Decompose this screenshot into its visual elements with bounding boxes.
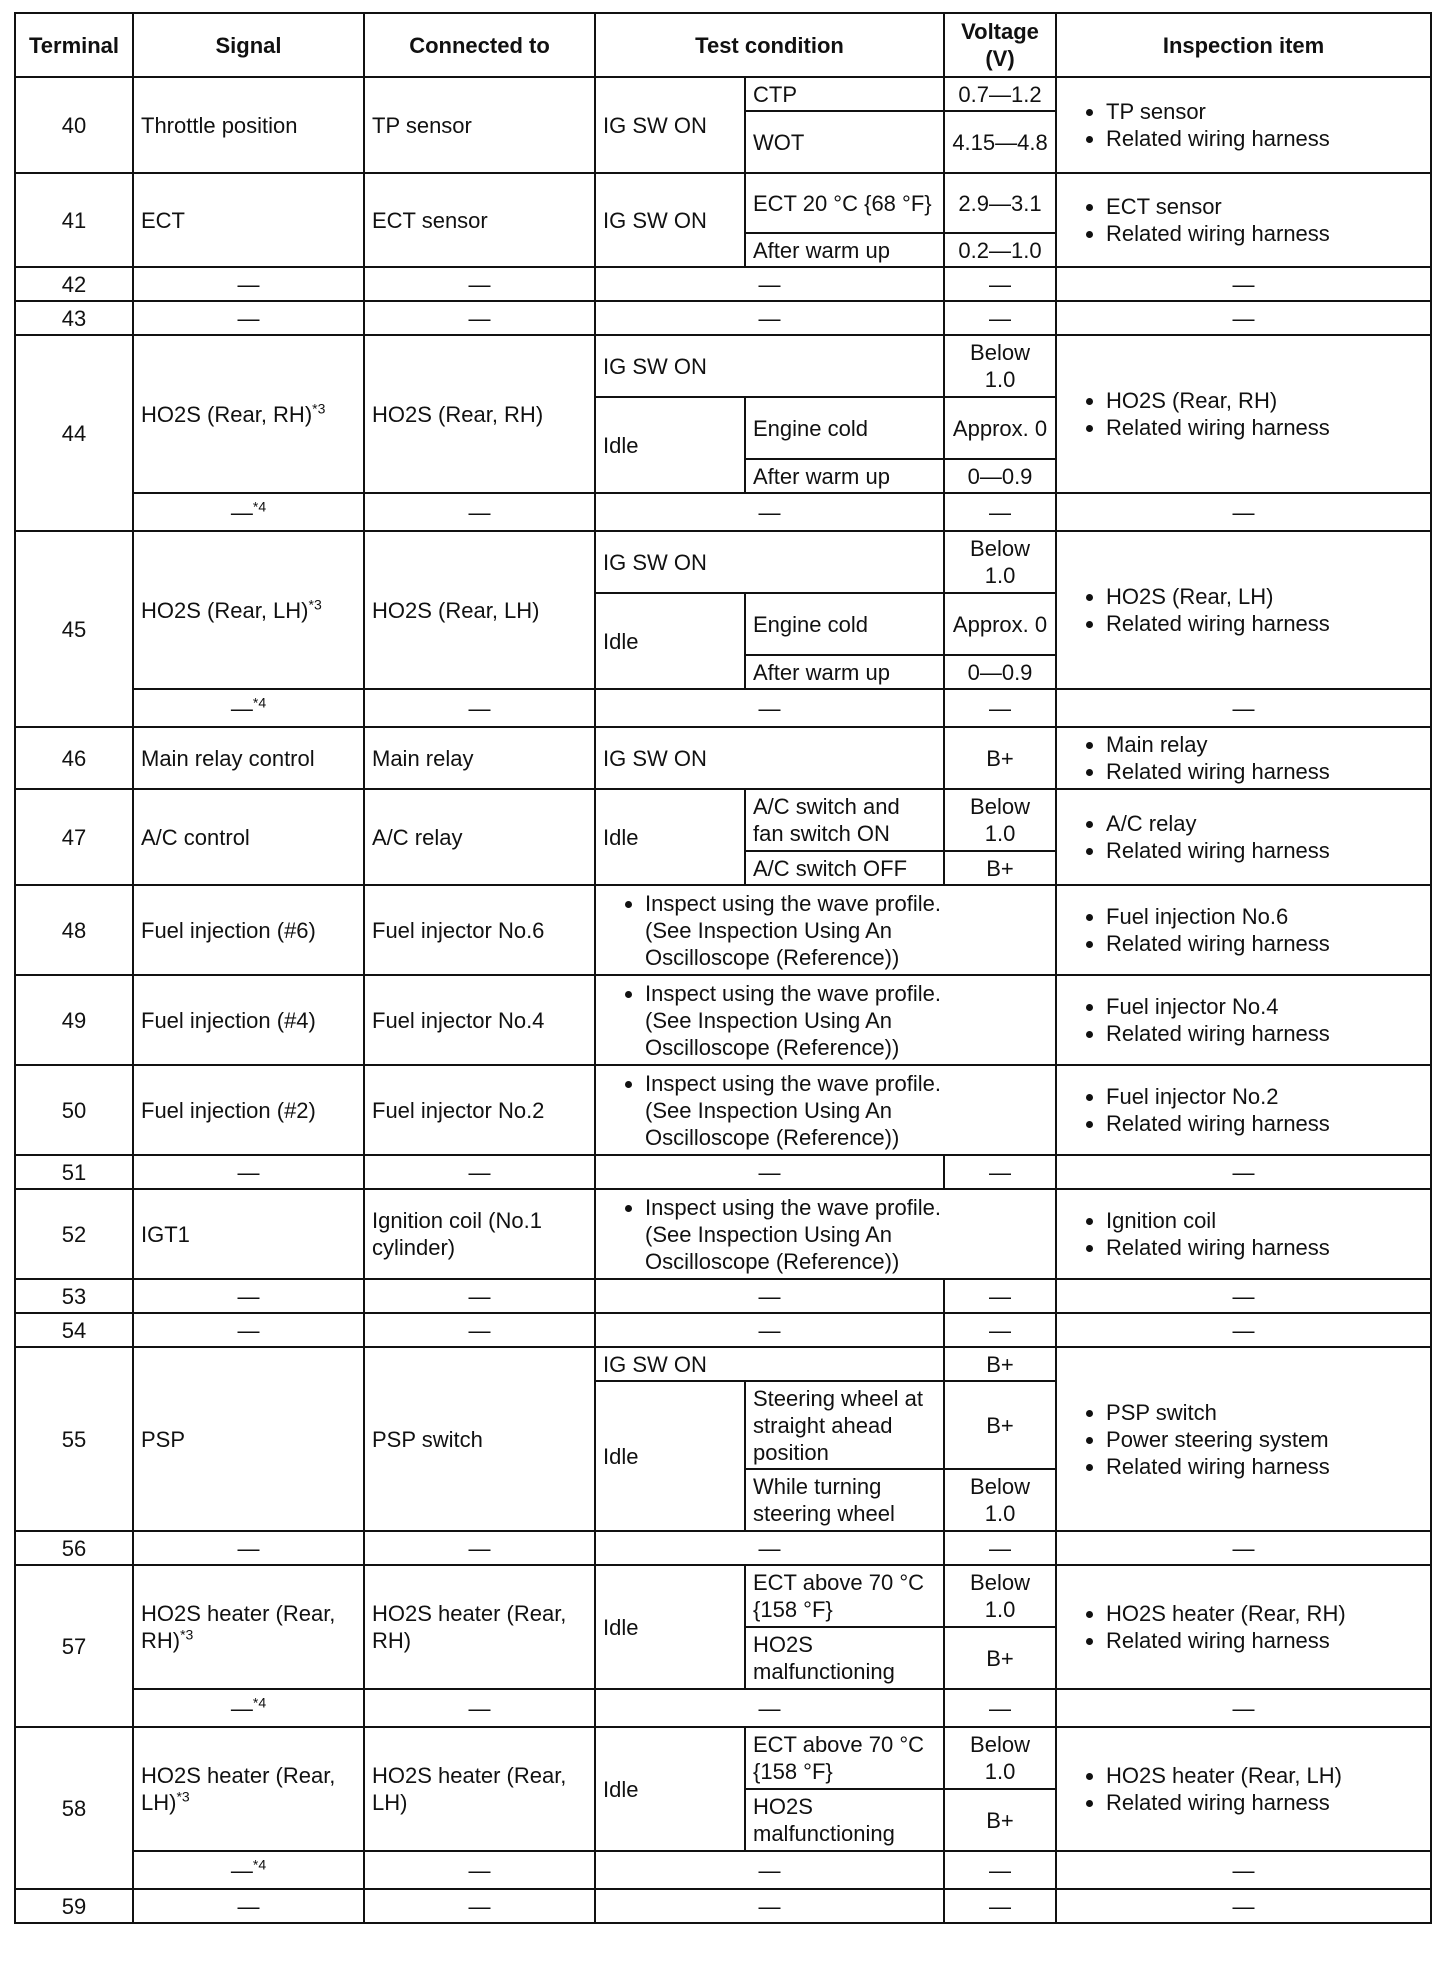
inspection-item: • A/C relay bbox=[1106, 810, 1423, 837]
voltage-cell: B+ bbox=[944, 1627, 1056, 1689]
signal-cell: — bbox=[133, 1313, 364, 1347]
voltage-cell: B+ bbox=[944, 727, 1056, 789]
inspection-item: • Fuel injector No.4 bbox=[1106, 993, 1423, 1020]
test-condition-cell: Idle bbox=[595, 1381, 745, 1531]
signal-text: HO2S (Rear, RH) bbox=[141, 401, 313, 427]
test-subcondition-cell: CTP bbox=[745, 77, 944, 111]
test-condition-cell: IG SW ON bbox=[595, 727, 944, 789]
voltage-cell: B+ bbox=[944, 1347, 1056, 1381]
terminal-voltage-table bbox=[14, 12, 1432, 1924]
test-subcondition-cell: While turning steering wheel bbox=[745, 1469, 944, 1531]
test-subcondition-cell: A/C switch and fan switch ON bbox=[745, 789, 944, 851]
table-row bbox=[15, 77, 1431, 111]
test-subcondition-cell: Engine cold bbox=[745, 397, 944, 459]
signal-cell: — bbox=[133, 301, 364, 335]
wave-profile-note bbox=[645, 1194, 1048, 1275]
inspection-item-cell: — bbox=[1056, 1155, 1431, 1189]
inspection-item-cell bbox=[1056, 335, 1431, 493]
inspection-item: • Related wiring harness bbox=[1106, 758, 1423, 785]
inspection-item-cell: — bbox=[1056, 1689, 1431, 1727]
test-condition-cell: — bbox=[595, 1279, 944, 1313]
wave-line-1: Inspect using the wave profile. bbox=[645, 980, 941, 1006]
connected-to-cell: Fuel injector No.4 bbox=[364, 975, 595, 1065]
footnote-marker: *3 bbox=[176, 1788, 190, 1805]
inspection-item: • Related wiring harness bbox=[1106, 1234, 1423, 1261]
wave-profile-note bbox=[645, 890, 1048, 971]
inspection-item: • Related wiring harness bbox=[1106, 1110, 1423, 1137]
test-condition-cell: — bbox=[595, 1889, 944, 1923]
test-condition-cell bbox=[595, 975, 1056, 1065]
test-condition-cell bbox=[595, 1189, 1056, 1279]
connected-to-cell: ECT sensor bbox=[364, 173, 595, 267]
header-terminal: Terminal bbox=[15, 13, 133, 77]
voltage-cell: B+ bbox=[944, 1381, 1056, 1469]
header-voltage: Voltage (V) bbox=[944, 13, 1056, 77]
inspection-item: • HO2S heater (Rear, LH) bbox=[1106, 1762, 1423, 1789]
signal-cell: Main relay control bbox=[133, 727, 364, 789]
signal-cell: A/C control bbox=[133, 789, 364, 885]
inspection-item-cell bbox=[1056, 885, 1431, 975]
signal-cell bbox=[133, 1689, 364, 1727]
footnote-marker: *3 bbox=[312, 400, 326, 417]
test-condition-cell: — bbox=[595, 267, 944, 301]
voltage-cell: B+ bbox=[944, 1789, 1056, 1851]
wave-line-2: (See Inspection Using An bbox=[645, 1097, 893, 1123]
table-row bbox=[15, 531, 1431, 593]
wave-profile-note bbox=[645, 1070, 1048, 1151]
inspection-item-cell: — bbox=[1056, 1313, 1431, 1347]
test-condition-cell: — bbox=[595, 1851, 944, 1889]
voltage-cell: Below 1.0 bbox=[944, 1469, 1056, 1531]
inspection-item-cell bbox=[1056, 1189, 1431, 1279]
voltage-cell: Below 1.0 bbox=[944, 789, 1056, 851]
voltage-cell: 2.9—3.1 bbox=[944, 173, 1056, 233]
inspection-item-cell bbox=[1056, 531, 1431, 689]
table-row bbox=[15, 1279, 1431, 1313]
inspection-item: • Related wiring harness bbox=[1106, 610, 1423, 637]
test-condition-cell: — bbox=[595, 1689, 944, 1727]
inspection-item-cell bbox=[1056, 789, 1431, 885]
test-condition-cell: Idle bbox=[595, 593, 745, 689]
table-row bbox=[15, 1689, 1431, 1727]
test-condition-cell: Idle bbox=[595, 789, 745, 885]
voltage-cell: — bbox=[944, 1889, 1056, 1923]
inspection-item-cell: — bbox=[1056, 1851, 1431, 1889]
terminal-number: 46 bbox=[15, 727, 133, 789]
connected-to-cell: — bbox=[364, 1889, 595, 1923]
test-condition-cell: — bbox=[595, 1531, 944, 1565]
inspection-item-cell: — bbox=[1056, 689, 1431, 727]
inspection-item-cell bbox=[1056, 1347, 1431, 1531]
test-subcondition-cell: ECT above 70 °C {158 °F} bbox=[745, 1565, 944, 1627]
test-condition-cell: IG SW ON bbox=[595, 173, 745, 267]
table-row bbox=[15, 173, 1431, 233]
voltage-cell: — bbox=[944, 267, 1056, 301]
wave-line-3: Oscilloscope (Reference)) bbox=[645, 1124, 900, 1150]
voltage-cell: — bbox=[944, 1851, 1056, 1889]
dash-text: — bbox=[230, 1857, 253, 1883]
table-row bbox=[15, 1565, 1431, 1627]
dash-text: — bbox=[230, 499, 253, 525]
voltage-cell: — bbox=[944, 1155, 1056, 1189]
inspection-item: • Related wiring harness bbox=[1106, 837, 1423, 864]
wave-line-3: Oscilloscope (Reference)) bbox=[645, 1034, 900, 1060]
table-row bbox=[15, 789, 1431, 851]
signal-cell: Fuel injection (#2) bbox=[133, 1065, 364, 1155]
connected-to-cell: — bbox=[364, 1279, 595, 1313]
table-row bbox=[15, 301, 1431, 335]
signal-text: HO2S heater (Rear, RH) bbox=[141, 1601, 336, 1653]
wave-profile-note bbox=[645, 980, 1048, 1061]
test-condition-cell: — bbox=[595, 301, 944, 335]
test-condition-cell bbox=[595, 1065, 1056, 1155]
connected-to-cell: — bbox=[364, 689, 595, 727]
test-subcondition-cell: After warm up bbox=[745, 459, 944, 493]
inspection-item: • ECT sensor bbox=[1106, 193, 1423, 220]
table-row bbox=[15, 727, 1431, 789]
signal-cell bbox=[133, 1851, 364, 1889]
inspection-item: • HO2S (Rear, LH) bbox=[1106, 583, 1423, 610]
terminal-number: 51 bbox=[15, 1155, 133, 1189]
footnote-marker: *3 bbox=[180, 1626, 194, 1643]
signal-cell: ECT bbox=[133, 173, 364, 267]
terminal-number: 47 bbox=[15, 789, 133, 885]
connected-to-cell: — bbox=[364, 1689, 595, 1727]
signal-text: HO2S (Rear, LH) bbox=[141, 597, 309, 623]
terminal-number: 55 bbox=[15, 1347, 133, 1531]
table-row bbox=[15, 1347, 1431, 1381]
test-condition-cell: Idle bbox=[595, 1565, 745, 1689]
test-condition-cell: IG SW ON bbox=[595, 531, 944, 593]
connected-to-cell: — bbox=[364, 1851, 595, 1889]
connected-to-cell: — bbox=[364, 1531, 595, 1565]
terminal-number: 45 bbox=[15, 531, 133, 727]
test-subcondition-cell: After warm up bbox=[745, 655, 944, 689]
table-row bbox=[15, 493, 1431, 531]
connected-to-cell: HO2S (Rear, LH) bbox=[364, 531, 595, 689]
table-row bbox=[15, 975, 1431, 1065]
signal-cell: IGT1 bbox=[133, 1189, 364, 1279]
connected-to-cell: Ignition coil (No.1 cylinder) bbox=[364, 1189, 595, 1279]
footnote-marker: *4 bbox=[252, 1856, 267, 1873]
test-condition-cell: — bbox=[595, 1313, 944, 1347]
terminal-number: 48 bbox=[15, 885, 133, 975]
voltage-cell: — bbox=[944, 493, 1056, 531]
table-row bbox=[15, 267, 1431, 301]
voltage-cell: 0.2—1.0 bbox=[944, 233, 1056, 267]
terminal-number: 53 bbox=[15, 1279, 133, 1313]
signal-cell: — bbox=[133, 267, 364, 301]
test-subcondition-cell: Engine cold bbox=[745, 593, 944, 655]
terminal-number: 41 bbox=[15, 173, 133, 267]
signal-cell bbox=[133, 531, 364, 689]
test-condition-cell: IG SW ON bbox=[595, 77, 745, 173]
inspection-item: • PSP switch bbox=[1106, 1399, 1423, 1426]
footnote-marker: *3 bbox=[308, 596, 322, 613]
wave-line-2: (See Inspection Using An bbox=[645, 917, 893, 943]
connected-to-cell: PSP switch bbox=[364, 1347, 595, 1531]
inspection-item: • Related wiring harness bbox=[1106, 1789, 1423, 1816]
connected-to-cell: A/C relay bbox=[364, 789, 595, 885]
connected-to-cell: HO2S heater (Rear, RH) bbox=[364, 1565, 595, 1689]
inspection-item-cell: — bbox=[1056, 301, 1431, 335]
test-subcondition-cell: HO2S malfunctioning bbox=[745, 1627, 944, 1689]
inspection-item: • HO2S (Rear, RH) bbox=[1106, 387, 1423, 414]
wave-line-1: Inspect using the wave profile. bbox=[645, 890, 941, 916]
signal-cell bbox=[133, 335, 364, 493]
header-connected-to: Connected to bbox=[364, 13, 595, 77]
inspection-item-cell: — bbox=[1056, 1531, 1431, 1565]
inspection-item: • Related wiring harness bbox=[1106, 1627, 1423, 1654]
voltage-cell: Below 1.0 bbox=[944, 335, 1056, 397]
test-condition-cell: — bbox=[595, 689, 944, 727]
terminal-voltage-table-sheet bbox=[14, 12, 1430, 1924]
inspection-item-cell: — bbox=[1056, 267, 1431, 301]
voltage-cell: — bbox=[944, 689, 1056, 727]
inspection-item: • Fuel injection No.6 bbox=[1106, 903, 1423, 930]
table-row bbox=[15, 885, 1431, 975]
terminal-number: 40 bbox=[15, 77, 133, 173]
inspection-item-cell: — bbox=[1056, 1889, 1431, 1923]
inspection-item-cell bbox=[1056, 1065, 1431, 1155]
voltage-cell: — bbox=[944, 301, 1056, 335]
signal-cell: — bbox=[133, 1279, 364, 1313]
terminal-number: 59 bbox=[15, 1889, 133, 1923]
header-inspection-item: Inspection item bbox=[1056, 13, 1431, 77]
voltage-cell: — bbox=[944, 1531, 1056, 1565]
test-subcondition-cell: HO2S malfunctioning bbox=[745, 1789, 944, 1851]
inspection-item-cell: — bbox=[1056, 493, 1431, 531]
inspection-item-cell bbox=[1056, 1565, 1431, 1689]
table-row bbox=[15, 335, 1431, 397]
footnote-marker: *4 bbox=[252, 1694, 267, 1711]
signal-cell: — bbox=[133, 1155, 364, 1189]
voltage-cell: — bbox=[944, 1279, 1056, 1313]
voltage-cell: Below 1.0 bbox=[944, 531, 1056, 593]
dash-text: — bbox=[230, 695, 253, 721]
inspection-item-cell bbox=[1056, 975, 1431, 1065]
footnote-marker: *4 bbox=[252, 694, 267, 711]
signal-cell bbox=[133, 493, 364, 531]
wave-line-2: (See Inspection Using An bbox=[645, 1007, 893, 1033]
voltage-cell: 0.7—1.2 bbox=[944, 77, 1056, 111]
test-condition-cell: Idle bbox=[595, 397, 745, 493]
footnote-marker: *4 bbox=[252, 498, 267, 515]
table-row bbox=[15, 1727, 1431, 1789]
terminal-number: 52 bbox=[15, 1189, 133, 1279]
signal-cell: Throttle position bbox=[133, 77, 364, 173]
terminal-number: 58 bbox=[15, 1727, 133, 1889]
voltage-cell: Below 1.0 bbox=[944, 1565, 1056, 1627]
inspection-item: • Related wiring harness bbox=[1106, 1453, 1423, 1480]
test-subcondition-cell: ECT above 70 °C {158 °F} bbox=[745, 1727, 944, 1789]
table-row bbox=[15, 1851, 1431, 1889]
inspection-item-cell bbox=[1056, 1727, 1431, 1851]
inspection-item-cell bbox=[1056, 727, 1431, 789]
test-condition-cell: Idle bbox=[595, 1727, 745, 1851]
connected-to-cell: — bbox=[364, 301, 595, 335]
table-row bbox=[15, 1313, 1431, 1347]
terminal-number: 44 bbox=[15, 335, 133, 531]
terminal-number: 43 bbox=[15, 301, 133, 335]
inspection-item: • TP sensor bbox=[1106, 98, 1423, 125]
connected-to-cell: — bbox=[364, 1313, 595, 1347]
wave-line-1: Inspect using the wave profile. bbox=[645, 1194, 941, 1220]
header-test-condition: Test condition bbox=[595, 13, 944, 77]
inspection-item: • Related wiring harness bbox=[1106, 125, 1423, 152]
signal-cell: — bbox=[133, 1531, 364, 1565]
test-condition-cell: IG SW ON bbox=[595, 335, 944, 397]
wave-line-3: Oscilloscope (Reference)) bbox=[645, 944, 900, 970]
test-subcondition-cell: WOT bbox=[745, 111, 944, 173]
inspection-item: • Main relay bbox=[1106, 731, 1423, 758]
terminal-number: 57 bbox=[15, 1565, 133, 1727]
terminal-number: 50 bbox=[15, 1065, 133, 1155]
signal-cell: Fuel injection (#4) bbox=[133, 975, 364, 1065]
voltage-cell: — bbox=[944, 1689, 1056, 1727]
inspection-item: • Power steering system bbox=[1106, 1426, 1423, 1453]
inspection-item: • Related wiring harness bbox=[1106, 930, 1423, 957]
test-condition-cell: — bbox=[595, 493, 944, 531]
voltage-cell: Below 1.0 bbox=[944, 1727, 1056, 1789]
inspection-item: • Fuel injector No.2 bbox=[1106, 1083, 1423, 1110]
signal-cell bbox=[133, 1565, 364, 1689]
header-row bbox=[15, 13, 1431, 77]
signal-cell: — bbox=[133, 1889, 364, 1923]
table-row bbox=[15, 1065, 1431, 1155]
connected-to-cell: — bbox=[364, 493, 595, 531]
signal-text: HO2S heater (Rear, LH) bbox=[141, 1763, 336, 1815]
voltage-cell: 4.15—4.8 bbox=[944, 111, 1056, 173]
test-subcondition-cell: After warm up bbox=[745, 233, 944, 267]
connected-to-cell: Fuel injector No.6 bbox=[364, 885, 595, 975]
table-row bbox=[15, 1155, 1431, 1189]
terminal-number: 42 bbox=[15, 267, 133, 301]
dash-text: — bbox=[230, 1695, 253, 1721]
terminal-number: 49 bbox=[15, 975, 133, 1065]
voltage-cell: 0—0.9 bbox=[944, 655, 1056, 689]
wave-line-3: Oscilloscope (Reference)) bbox=[645, 1248, 900, 1274]
voltage-cell: Approx. 0 bbox=[944, 397, 1056, 459]
inspection-item: • Related wiring harness bbox=[1106, 220, 1423, 247]
wave-line-1: Inspect using the wave profile. bbox=[645, 1070, 941, 1096]
wave-line-2: (See Inspection Using An bbox=[645, 1221, 893, 1247]
connected-to-cell: — bbox=[364, 267, 595, 301]
test-condition-cell bbox=[595, 885, 1056, 975]
voltage-cell: 0—0.9 bbox=[944, 459, 1056, 493]
header-signal: Signal bbox=[133, 13, 364, 77]
inspection-item-cell: — bbox=[1056, 1279, 1431, 1313]
signal-cell bbox=[133, 1727, 364, 1851]
connected-to-cell: — bbox=[364, 1155, 595, 1189]
inspection-item: • Related wiring harness bbox=[1106, 1020, 1423, 1047]
inspection-item: • Related wiring harness bbox=[1106, 414, 1423, 441]
voltage-cell: Approx. 0 bbox=[944, 593, 1056, 655]
inspection-item-cell bbox=[1056, 77, 1431, 173]
signal-cell: PSP bbox=[133, 1347, 364, 1531]
terminal-number: 54 bbox=[15, 1313, 133, 1347]
inspection-item: • HO2S heater (Rear, RH) bbox=[1106, 1600, 1423, 1627]
connected-to-cell: HO2S (Rear, RH) bbox=[364, 335, 595, 493]
inspection-item-cell bbox=[1056, 173, 1431, 267]
connected-to-cell: Fuel injector No.2 bbox=[364, 1065, 595, 1155]
connected-to-cell: TP sensor bbox=[364, 77, 595, 173]
test-condition-cell: IG SW ON bbox=[595, 1347, 944, 1381]
terminal-number: 56 bbox=[15, 1531, 133, 1565]
test-subcondition-cell: Steering wheel at straight ahead position bbox=[745, 1381, 944, 1469]
table-row bbox=[15, 1889, 1431, 1923]
table-row bbox=[15, 689, 1431, 727]
test-condition-cell: — bbox=[595, 1155, 944, 1189]
voltage-cell: B+ bbox=[944, 851, 1056, 885]
connected-to-cell: Main relay bbox=[364, 727, 595, 789]
table-row bbox=[15, 1189, 1431, 1279]
test-subcondition-cell: A/C switch OFF bbox=[745, 851, 944, 885]
voltage-cell: — bbox=[944, 1313, 1056, 1347]
signal-cell bbox=[133, 689, 364, 727]
test-subcondition-cell: ECT 20 °C {68 °F} bbox=[745, 173, 944, 233]
signal-cell: Fuel injection (#6) bbox=[133, 885, 364, 975]
connected-to-cell: HO2S heater (Rear, LH) bbox=[364, 1727, 595, 1851]
inspection-item: • Ignition coil bbox=[1106, 1207, 1423, 1234]
table-row bbox=[15, 1531, 1431, 1565]
